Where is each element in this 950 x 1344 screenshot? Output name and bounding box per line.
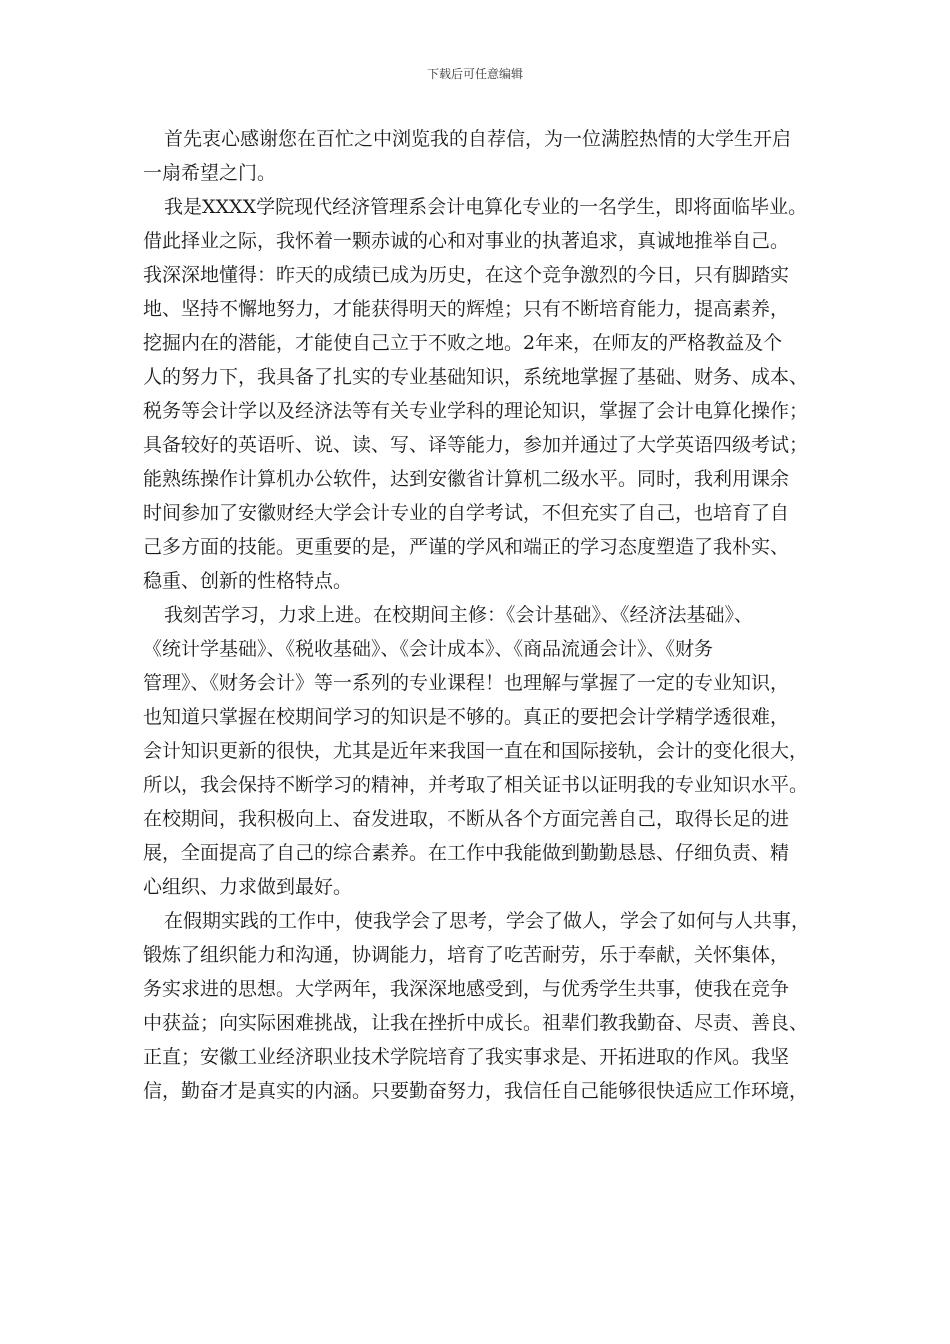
text-line: 时间参加了安徽财经大学会计专业的自学考试，不但充实了自己，也培育了自 (143, 502, 790, 524)
text-line: 能熟练操作计算机办公软件，达到安徽省计算机二级水平。同时，我利用课余 (143, 468, 790, 490)
text-line: 税务等会计学以及经济法等有关专业学科的理论知识，掌握了会计电算化操作； (143, 400, 809, 422)
text-line: 借此择业之际，我怀着一颗赤诚的心和对事业的执著追求，真诚地推举自己。 (143, 230, 790, 252)
text-line: 管理》、《财务会计》等一系列的专业课程！也理解与掌握了一定的专业知识， (143, 672, 790, 694)
text-line: 展，全面提高了自己的综合素养。在工作中我能做到勤勤恳恳、仔细负责、精 (143, 842, 790, 864)
text-line: 正直；安徽工业经济职业技术学院培育了我实事求是、开拓进取的作风。我坚 (143, 1046, 790, 1068)
text-line: 也知道只掌握在校期间学习的知识是不够的。真正的要把会计学精学透很难， (143, 706, 790, 728)
text-line: 挖掘内在的潜能，才能使自己立于不败之地。2年来，在师友的严格教益及个 (143, 332, 783, 354)
text-line: 我是XXXX学院现代经济管理系会计电算化专业的一名学生，即将面临毕业。 (164, 196, 808, 218)
paragraph (143, 190, 823, 598)
text-line: 心组织、力求做到最好。 (143, 876, 353, 898)
text-line: 《统计学基础》、《税收基础》、《会计成本》、《商品流通会计》、《财务 (143, 638, 714, 660)
text-line: 在假期实践的工作中，使我学会了思考，学会了做人，学会了如何与人共事， (164, 910, 811, 932)
text-line: 首先衷心感谢您在百忙之中浏览我的自荐信，为一位满腔热情的大学生开启 (164, 128, 792, 150)
page-header: 下载后可任意编辑 (426, 67, 523, 81)
paragraph (143, 122, 823, 190)
letter-body (143, 122, 823, 1108)
paragraph (143, 598, 823, 904)
text-line: 所以，我会保持不断学习的精神，并考取了相关证书以证明我的专业知识水平。 (143, 774, 809, 796)
text-line: 中获益；向实际困难挑战，让我在挫折中成长。祖辈们教我勤奋、尽责、善良、 (143, 1012, 809, 1034)
text-line: 我刻苦学习，力求上进。在校期间主修：《会计基础》、《经济法基础》、 (164, 604, 754, 626)
text-line: 地、坚持不懈地努力，才能获得明天的辉煌；只有不断培育能力，提高素养， (143, 298, 790, 320)
text-line: 人的努力下，我具备了扎实的专业基础知识，系统地掌握了基础、财务、成本、 (143, 366, 809, 388)
text-line: 信，勤奋才是真实的内涵。只要勤奋努力，我信任自己能够很快适应工作环境， (143, 1080, 809, 1102)
paragraph (143, 904, 823, 1108)
text-line: 己多方面的技能。更重要的是，严谨的学风和端正的学习态度塑造了我朴实、 (143, 536, 790, 558)
text-line: 具备较好的英语听、说、读、写、译等能力，参加并通过了大学英语四级考试； (143, 434, 809, 456)
text-line: 锻炼了组织能力和沟通，协调能力，培育了吃苦耐劳，乐于奉献，关怀集体， (143, 944, 790, 966)
text-line: 会计知识更新的很快，尤其是近年来我国一直在和国际接轨，会计的变化很大， (143, 740, 809, 762)
text-line: 稳重、创新的性格特点。 (143, 570, 353, 592)
text-line: 我深深地懂得：昨天的成绩已成为历史，在这个竞争激烈的今日，只有脚踏实 (143, 264, 790, 286)
text-line: 一扇希望之门。 (143, 162, 277, 184)
text-line: 在校期间，我积极向上、奋发进取，不断从各个方面完善自己，取得长足的进 (143, 808, 790, 830)
text-line: 务实求进的思想。大学两年，我深深地感受到，与优秀学生共事，使我在竞争 (143, 978, 790, 1000)
